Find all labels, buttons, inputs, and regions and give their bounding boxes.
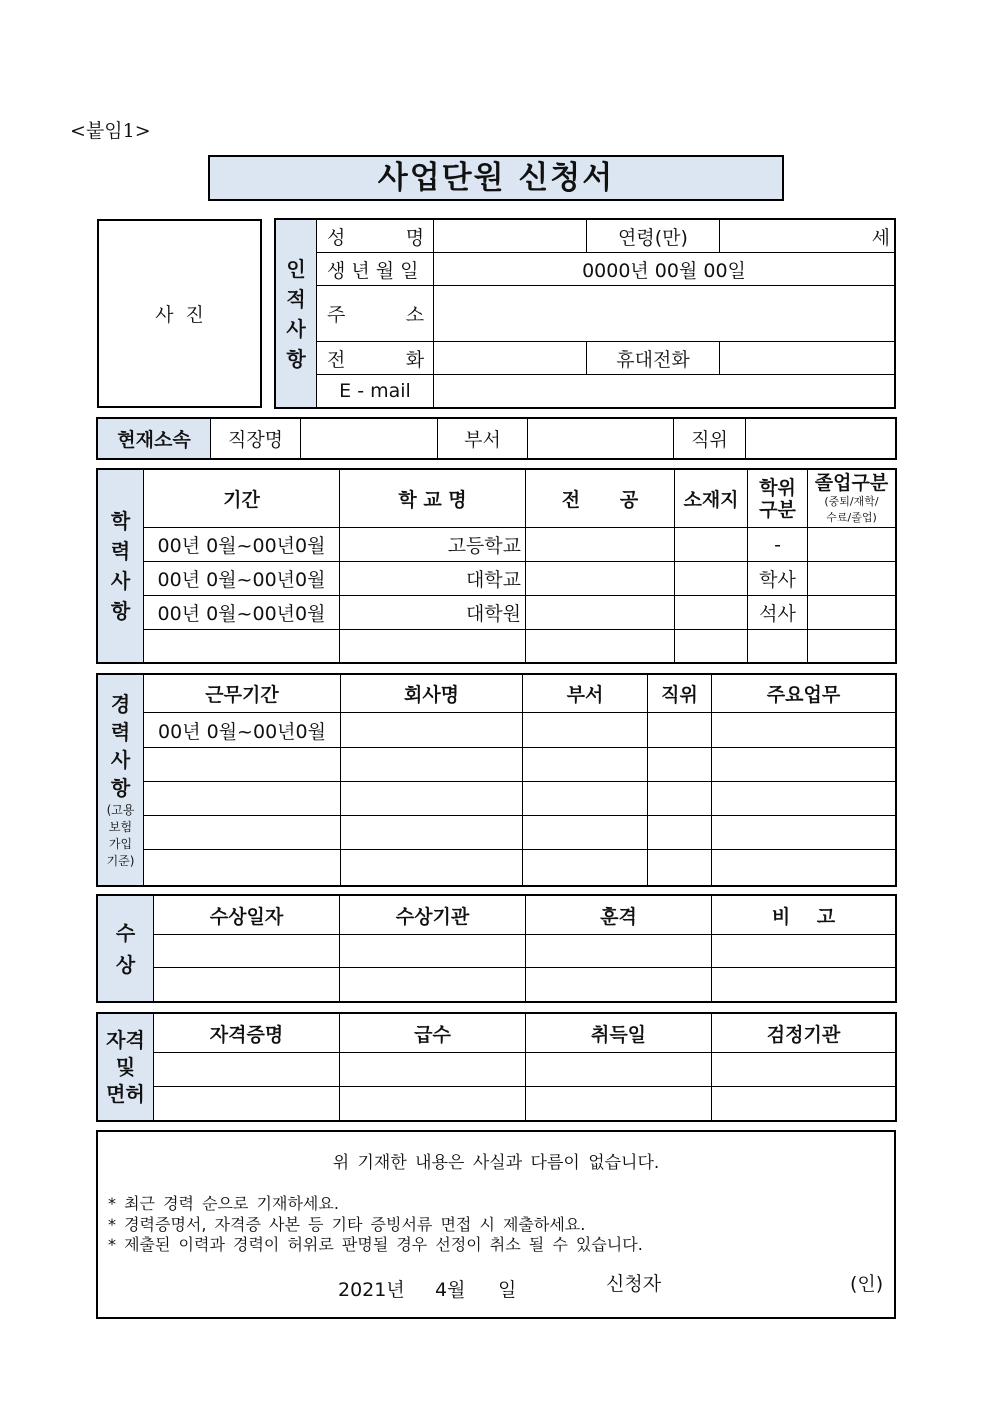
- award-award[interactable]: [526, 935, 712, 968]
- edu-header-period: 기간: [144, 470, 340, 528]
- career-period[interactable]: 00년 0월~00년0월: [144, 713, 341, 748]
- career-period[interactable]: [144, 782, 341, 816]
- edu-location[interactable]: [675, 596, 748, 630]
- license-org[interactable]: [712, 1087, 896, 1121]
- edu-grad[interactable]: [808, 528, 896, 562]
- career-header-duty: 주요업무: [712, 675, 896, 713]
- dept-label: 부서: [438, 419, 528, 459]
- career-position[interactable]: [648, 782, 712, 816]
- affiliation-table: [97, 418, 896, 459]
- career-company[interactable]: [341, 748, 523, 782]
- career-table: [97, 674, 896, 886]
- edu-school[interactable]: 고등학교: [340, 528, 526, 562]
- career-dept[interactable]: [523, 850, 648, 886]
- award-header-note: 비 고: [712, 896, 896, 935]
- declaration-box: [96, 1130, 896, 1319]
- career-company[interactable]: [341, 850, 523, 886]
- affiliation-label: 현재소속: [98, 419, 211, 459]
- edu-period[interactable]: [144, 630, 340, 663]
- career-dept[interactable]: [523, 782, 648, 816]
- photo-label: 사 진: [155, 304, 204, 326]
- edu-grad[interactable]: [808, 562, 896, 596]
- award-award[interactable]: [526, 968, 712, 1002]
- edu-header-grad: 졸업구분 (중퇴/재학/ 수료/졸업): [808, 470, 896, 528]
- edu-period[interactable]: 00년 0월~00년0월: [144, 562, 340, 596]
- workplace-label: 직장명: [211, 419, 301, 459]
- license-date[interactable]: [526, 1053, 712, 1087]
- award-note[interactable]: [712, 935, 896, 968]
- date-day[interactable]: 일: [498, 1279, 517, 1301]
- personal-info-table: [275, 219, 895, 408]
- mobile-field[interactable]: [720, 342, 895, 375]
- address-field[interactable]: [434, 286, 895, 342]
- license-name[interactable]: [154, 1053, 340, 1087]
- award-org[interactable]: [340, 935, 526, 968]
- edu-header-grad-sub: (중퇴/재학/ 수료/졸업): [824, 494, 879, 524]
- applicant-label: 신청자: [606, 1273, 662, 1295]
- career-header-period: 근무기간: [144, 675, 341, 713]
- edu-grad[interactable]: [808, 596, 896, 630]
- email-label: E - mail: [317, 375, 434, 408]
- birth-field[interactable]: 0000년 00월 00일: [434, 253, 895, 286]
- career-company[interactable]: [341, 713, 523, 748]
- career-duty[interactable]: [712, 713, 896, 748]
- award-note[interactable]: [712, 968, 896, 1002]
- edu-location[interactable]: [675, 630, 748, 663]
- edu-period[interactable]: 00년 0월~00년0월: [144, 528, 340, 562]
- photo-box[interactable]: [97, 219, 262, 408]
- awards-table: [97, 895, 896, 1002]
- phone-label: 전 화: [317, 342, 434, 375]
- award-header-date: 수상일자: [154, 896, 340, 935]
- edu-header-location: 소재지: [675, 470, 748, 528]
- license-date[interactable]: [526, 1087, 712, 1121]
- career-position[interactable]: [648, 850, 712, 886]
- award-header-award: 훈격: [526, 896, 712, 935]
- license-header-org: 검정기관: [712, 1014, 896, 1053]
- award-date[interactable]: [154, 968, 340, 1002]
- awards-section-label: 수 상: [98, 896, 154, 1002]
- career-duty[interactable]: [712, 850, 896, 886]
- career-company[interactable]: [341, 782, 523, 816]
- edu-school[interactable]: [340, 630, 526, 663]
- career-dept[interactable]: [523, 748, 648, 782]
- edu-school[interactable]: 대학교: [340, 562, 526, 596]
- edu-grad[interactable]: [808, 630, 896, 663]
- career-position[interactable]: [648, 816, 712, 850]
- licenses-section-label: 자격 및 면허: [98, 1014, 154, 1121]
- personal-section-label: 인 적 사 항: [276, 220, 317, 408]
- career-period[interactable]: [144, 816, 341, 850]
- award-header-org: 수상기관: [340, 896, 526, 935]
- date-month[interactable]: 4월: [435, 1279, 466, 1301]
- phone-field[interactable]: [434, 342, 587, 375]
- career-position[interactable]: [648, 748, 712, 782]
- edu-school[interactable]: 대학원: [340, 596, 526, 630]
- edu-degree[interactable]: [748, 630, 808, 663]
- license-name[interactable]: [154, 1087, 340, 1121]
- edu-location[interactable]: [675, 528, 748, 562]
- declaration-note: * 최근 경력 순으로 기재하세요.: [108, 1194, 339, 1213]
- career-period[interactable]: [144, 748, 341, 782]
- career-duty[interactable]: [712, 816, 896, 850]
- edu-major[interactable]: [526, 562, 675, 596]
- license-header-name: 자격증명: [154, 1014, 340, 1053]
- edu-header-degree: 학위 구분: [748, 470, 808, 528]
- license-grade[interactable]: [340, 1053, 526, 1087]
- career-duty[interactable]: [712, 748, 896, 782]
- career-header-company: 회사명: [341, 675, 523, 713]
- edu-period[interactable]: 00년 0월~00년0월: [144, 596, 340, 630]
- license-org[interactable]: [712, 1053, 896, 1087]
- declaration-statement: 위 기재한 내용은 사실과 다름이 없습니다.: [332, 1153, 660, 1173]
- edu-major[interactable]: [526, 528, 675, 562]
- education-section-label: 학 력 사 항: [98, 470, 144, 663]
- position-field[interactable]: [746, 419, 896, 459]
- workplace-field[interactable]: [301, 419, 438, 459]
- edu-header-major: 전 공: [526, 470, 675, 528]
- declaration-note: * 제출된 이력과 경력이 허위로 판명될 경우 선정이 취소 될 수 있습니다.: [108, 1235, 643, 1254]
- birth-label: 생 년 월 일: [317, 253, 434, 286]
- age-label: 연령(만): [587, 220, 720, 253]
- career-header-dept: 부서: [523, 675, 648, 713]
- licenses-table: [97, 1013, 896, 1121]
- edu-major[interactable]: [526, 596, 675, 630]
- award-date[interactable]: [154, 935, 340, 968]
- age-field[interactable]: [720, 220, 895, 253]
- seal-label[interactable]: (인): [850, 1273, 884, 1295]
- career-period[interactable]: [144, 850, 341, 886]
- career-header-position: 직위: [648, 675, 712, 713]
- position-label: 직위: [674, 419, 746, 459]
- name-label: 성 명: [317, 220, 434, 253]
- attachment-label: <붙임1>: [70, 120, 151, 142]
- career-dept[interactable]: [523, 713, 648, 748]
- email-field[interactable]: [434, 375, 895, 408]
- date-year[interactable]: 2021년: [338, 1279, 405, 1301]
- age-unit: 세: [871, 226, 890, 249]
- edu-header-school: 학 교 명: [340, 470, 526, 528]
- license-grade[interactable]: [340, 1087, 526, 1121]
- name-field[interactable]: [434, 220, 587, 253]
- career-position[interactable]: [648, 713, 712, 748]
- career-duty[interactable]: [712, 782, 896, 816]
- education-table: [97, 469, 896, 663]
- license-header-date: 취득일: [526, 1014, 712, 1053]
- edu-degree[interactable]: 학사: [748, 562, 808, 596]
- license-header-grade: 급수: [340, 1014, 526, 1053]
- edu-degree[interactable]: 석사: [748, 596, 808, 630]
- edu-location[interactable]: [675, 562, 748, 596]
- address-label: 주 소: [317, 286, 434, 342]
- career-section-note: (고용 보험 가입 기준): [106, 803, 135, 868]
- mobile-label: 휴대전화: [587, 342, 720, 375]
- edu-major[interactable]: [526, 630, 675, 663]
- form-title: 사업단원 신청서: [208, 155, 784, 201]
- career-section-label: 경 력 사 항 (고용 보험 가입 기준): [98, 675, 144, 886]
- award-org[interactable]: [340, 968, 526, 1002]
- declaration-note: * 경력증명서, 자격증 사본 등 기타 증빙서류 면접 시 제출하세요.: [108, 1215, 586, 1234]
- edu-degree[interactable]: -: [748, 528, 808, 562]
- career-company[interactable]: [341, 816, 523, 850]
- dept-field[interactable]: [528, 419, 674, 459]
- career-dept[interactable]: [523, 816, 648, 850]
